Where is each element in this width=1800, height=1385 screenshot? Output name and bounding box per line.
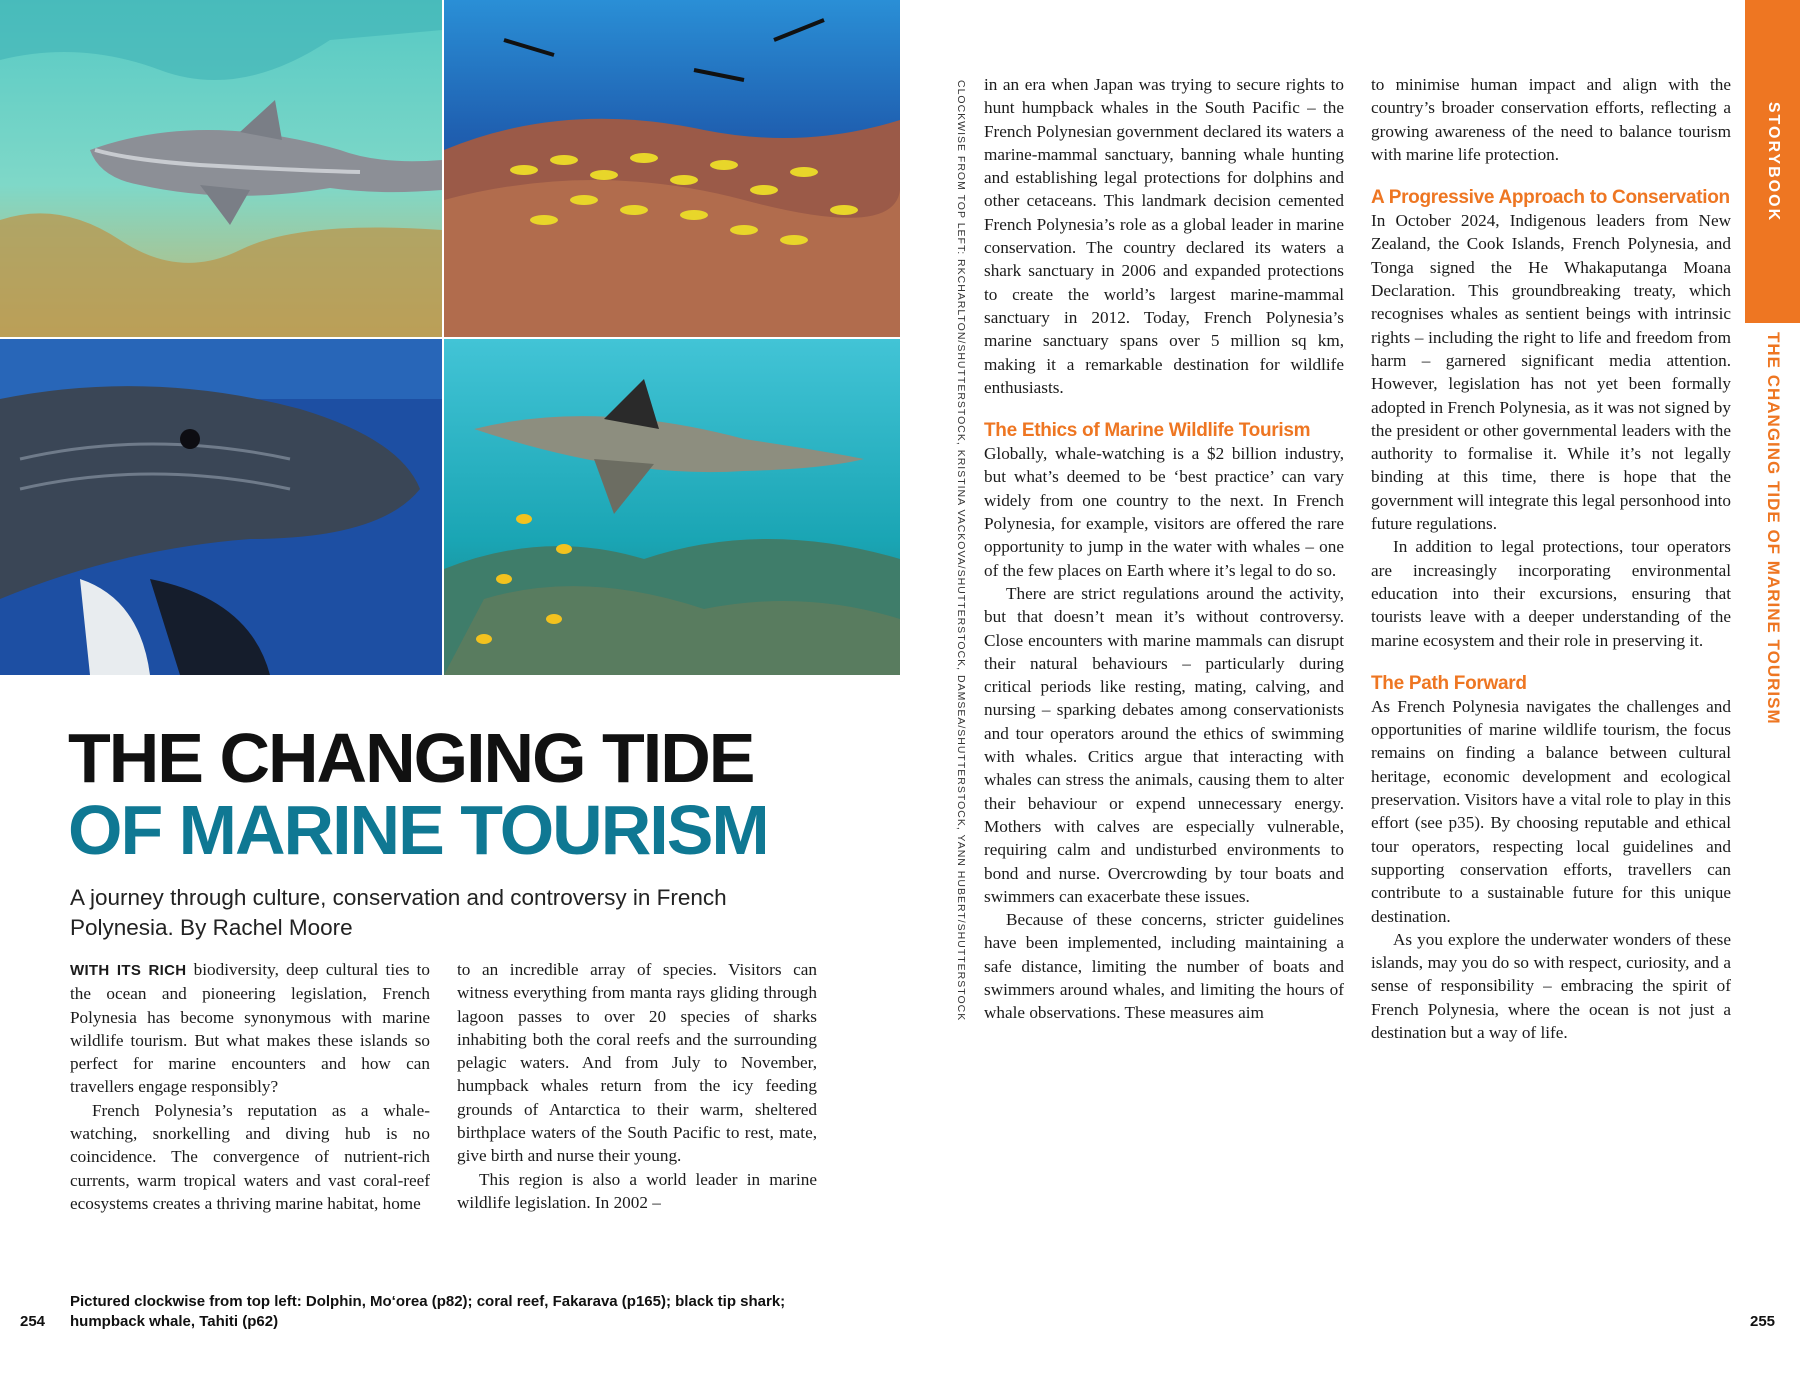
running-title: [1745, 332, 1800, 732]
body-paragraph: As you explore the underwater wonders of these islands, may you do so with respect, curiosity, and a sense of responsibility – embracing the spirit of French Polynesia, where the ocean is not just a destination but a way of life.: [1371, 929, 1731, 1042]
photo-credit-text: CLOCKWISE FROM TOP LEFT: RKCHARLTON/SHUTTERSTOCK, KRISTINA VACKOVA/SHUTTERSTOCK, DAMSEA/SHUTTERSTOCK, YANN HUBERT/SHUTTERSTOCK: [955, 80, 967, 1022]
body-paragraph: In October 2024, Indigenous leaders from New Zealand, the Cook Islands, French Polynesia, and Tonga signed the He Whakaputanga Moana Declaration. This groundbreaking treaty, which recognises whales as sentient beings with intrinsic rights – including the right to life and freedom from harm – garnered significant media attention. However, legislation has not yet been formally adopted in French Polynesia, as it was not signed by the president or other governmental leaders with the authority to formalise it. While it’s not legally binding at this time, there is hope that the government will integrate this legal personhood into future regulations.: [1371, 211, 1731, 534]
photo-coral-reef: [444, 0, 900, 337]
body-column-3: [984, 73, 1344, 1025]
photo-dolphin: [0, 0, 442, 337]
headline: [68, 719, 768, 869]
body-column-2: [457, 958, 817, 1214]
body-paragraph: to an incredible array of species. Visitors can witness everything from manta rays gliding through lagoon passes to over 20 species of sharks inhabiting both the coral reefs and the surrounding pelagic waters. And from July to November, humpback whales return from the icy feeding grounds of Antarctica to their warm, sheltered birthplace waters of the South Pacific to rest, mate, give birth and nurse their young.: [457, 960, 817, 1166]
body-column-4: [1371, 73, 1731, 1044]
section-tab-right: [1745, 0, 1800, 323]
body-paragraph: in an era when Japan was trying to secure rights to hunt humpback whales in the South Pacific – the French Polynesian government declared its waters a marine-mammal sanctuary, banning whale hunting and establishing legal protections for dolphins and other cetaceans. This landmark decision cemented French Polynesia’s role as a global leader in marine conservation. The country declared its waters a shark sanctuary in 2006 and expanded protections to create the world’s largest marine-mammal sanctuary in 2012. Today, French Polynesia’s marine sanctuary spans over 5 million sq km, making it a remarkable destination for wildlife enthusiasts.: [984, 75, 1344, 397]
photo-caption: Pictured clockwise from top left: Dolphin, Mo‘orea (p82); coral reef, Fakarava (p165); black tip shark; humpback whale, Tahiti (p62): [70, 1293, 786, 1330]
body-paragraph: Because of these concerns, stricter guidelines have been implemented, including maintaining a safe distance, limiting the number of boats and swimmers around whales, and limiting the hours of whale observations. These measures aim: [984, 910, 1344, 1023]
headline-line-1: THE CHANGING TIDE: [68, 719, 754, 797]
body-paragraph: [70, 958, 430, 1099]
body-paragraph: As French Polynesia navigates the challenges and opportunities of marine wildlife tourism, the focus remains on finding a balance between cultural heritage, economic development and ecological preservation. Visitors have a vital role to play in this effort (see p35). By choosing reputable and ethical tour operators, respecting local guidelines and supporting conservation efforts, travellers can contribute to a sustainable future for this unique destination.: [1371, 696, 1731, 926]
lead-in: WITH ITS RICH: [70, 962, 187, 979]
subheading-progressive-approach: A Progressive Approach to Conservation: [1371, 187, 1730, 209]
section-tab-label: STORYBOOK: [1764, 101, 1782, 222]
photo-credit: [953, 80, 967, 1022]
body-paragraph: This region is also a world leader in marine wildlife legislation. In 2002 –: [457, 1169, 817, 1212]
subheading-ethics: The Ethics of Marine Wildlife Tourism: [984, 420, 1311, 442]
photo-black-tip-shark: [444, 339, 900, 675]
body-paragraph: Globally, whale-watching is a $2 billion industry, but what’s deemed to be ‘best practice’ can vary widely from one country to the next. In French Polynesia, for example, visitors are offered the rare opportunity to jump in the water with whales – one of the few places on Earth where it’s legal to do so.: [984, 444, 1344, 580]
body-column-1: [70, 958, 430, 1215]
body-paragraph: There are strict regulations around the activity, but that doesn’t mean it’s without controversy. Close encounters with marine mammals can disrupt their natural behaviours – particularly during critical periods like resting, mating, calving, and nursing – sparking debates among conservationists and tour operators around the ethics of swimming with whales. Critics argue that interacting with whales can stress the animals, causing them to alter their behaviour or expend unnecessary energy. Mothers with calves are especially vulnerable, requiring calm and undisturbed environments to bond and nurse. Overcrowding by tour boats and swimmers can exacerbate these issues.: [984, 583, 1344, 906]
body-paragraph: to minimise human impact and align with the country’s broader conservation efforts, reflecting a growing awareness of the need to balance tourism with marine life protection.: [1371, 75, 1731, 164]
body-paragraph: In addition to legal protections, tour operators are increasingly incorporating environmental education into their excursions, ensuring that tourists leave with a deeper understanding of the marine ecosystem and their role in preserving it.: [1371, 537, 1731, 650]
photo-humpback-whale: [0, 339, 442, 675]
paragraph-text: biodiversity, deep cultural ties to the ocean and pioneering legislation, French Polynesia has become synonymous with marine wildlife tourism. But what makes these islands so perfect for marine encounters and how can travellers engage responsibly?: [70, 960, 431, 1097]
running-title-text: THE CHANGING TIDE OF MARINE TOURISM: [1763, 332, 1783, 725]
page-number-right: 255: [1750, 1313, 1776, 1330]
headline-line-2: OF MARINE TOURISM: [68, 791, 768, 869]
body-paragraph: French Polynesia’s reputation as a whale-watching, snorkelling and diving hub is no coincidence. The convergence of nutrient-rich currents, warm tropical waters and vast coral-reef ecosystems creates a thriving marine habitat, home: [70, 1100, 430, 1213]
page-number-left: 254: [20, 1313, 46, 1330]
standfirst: A journey through culture, conservation and controversy in French Polynesia. By Rachel Moore: [70, 885, 727, 940]
subheading-path-forward: The Path Forward: [1371, 672, 1527, 694]
